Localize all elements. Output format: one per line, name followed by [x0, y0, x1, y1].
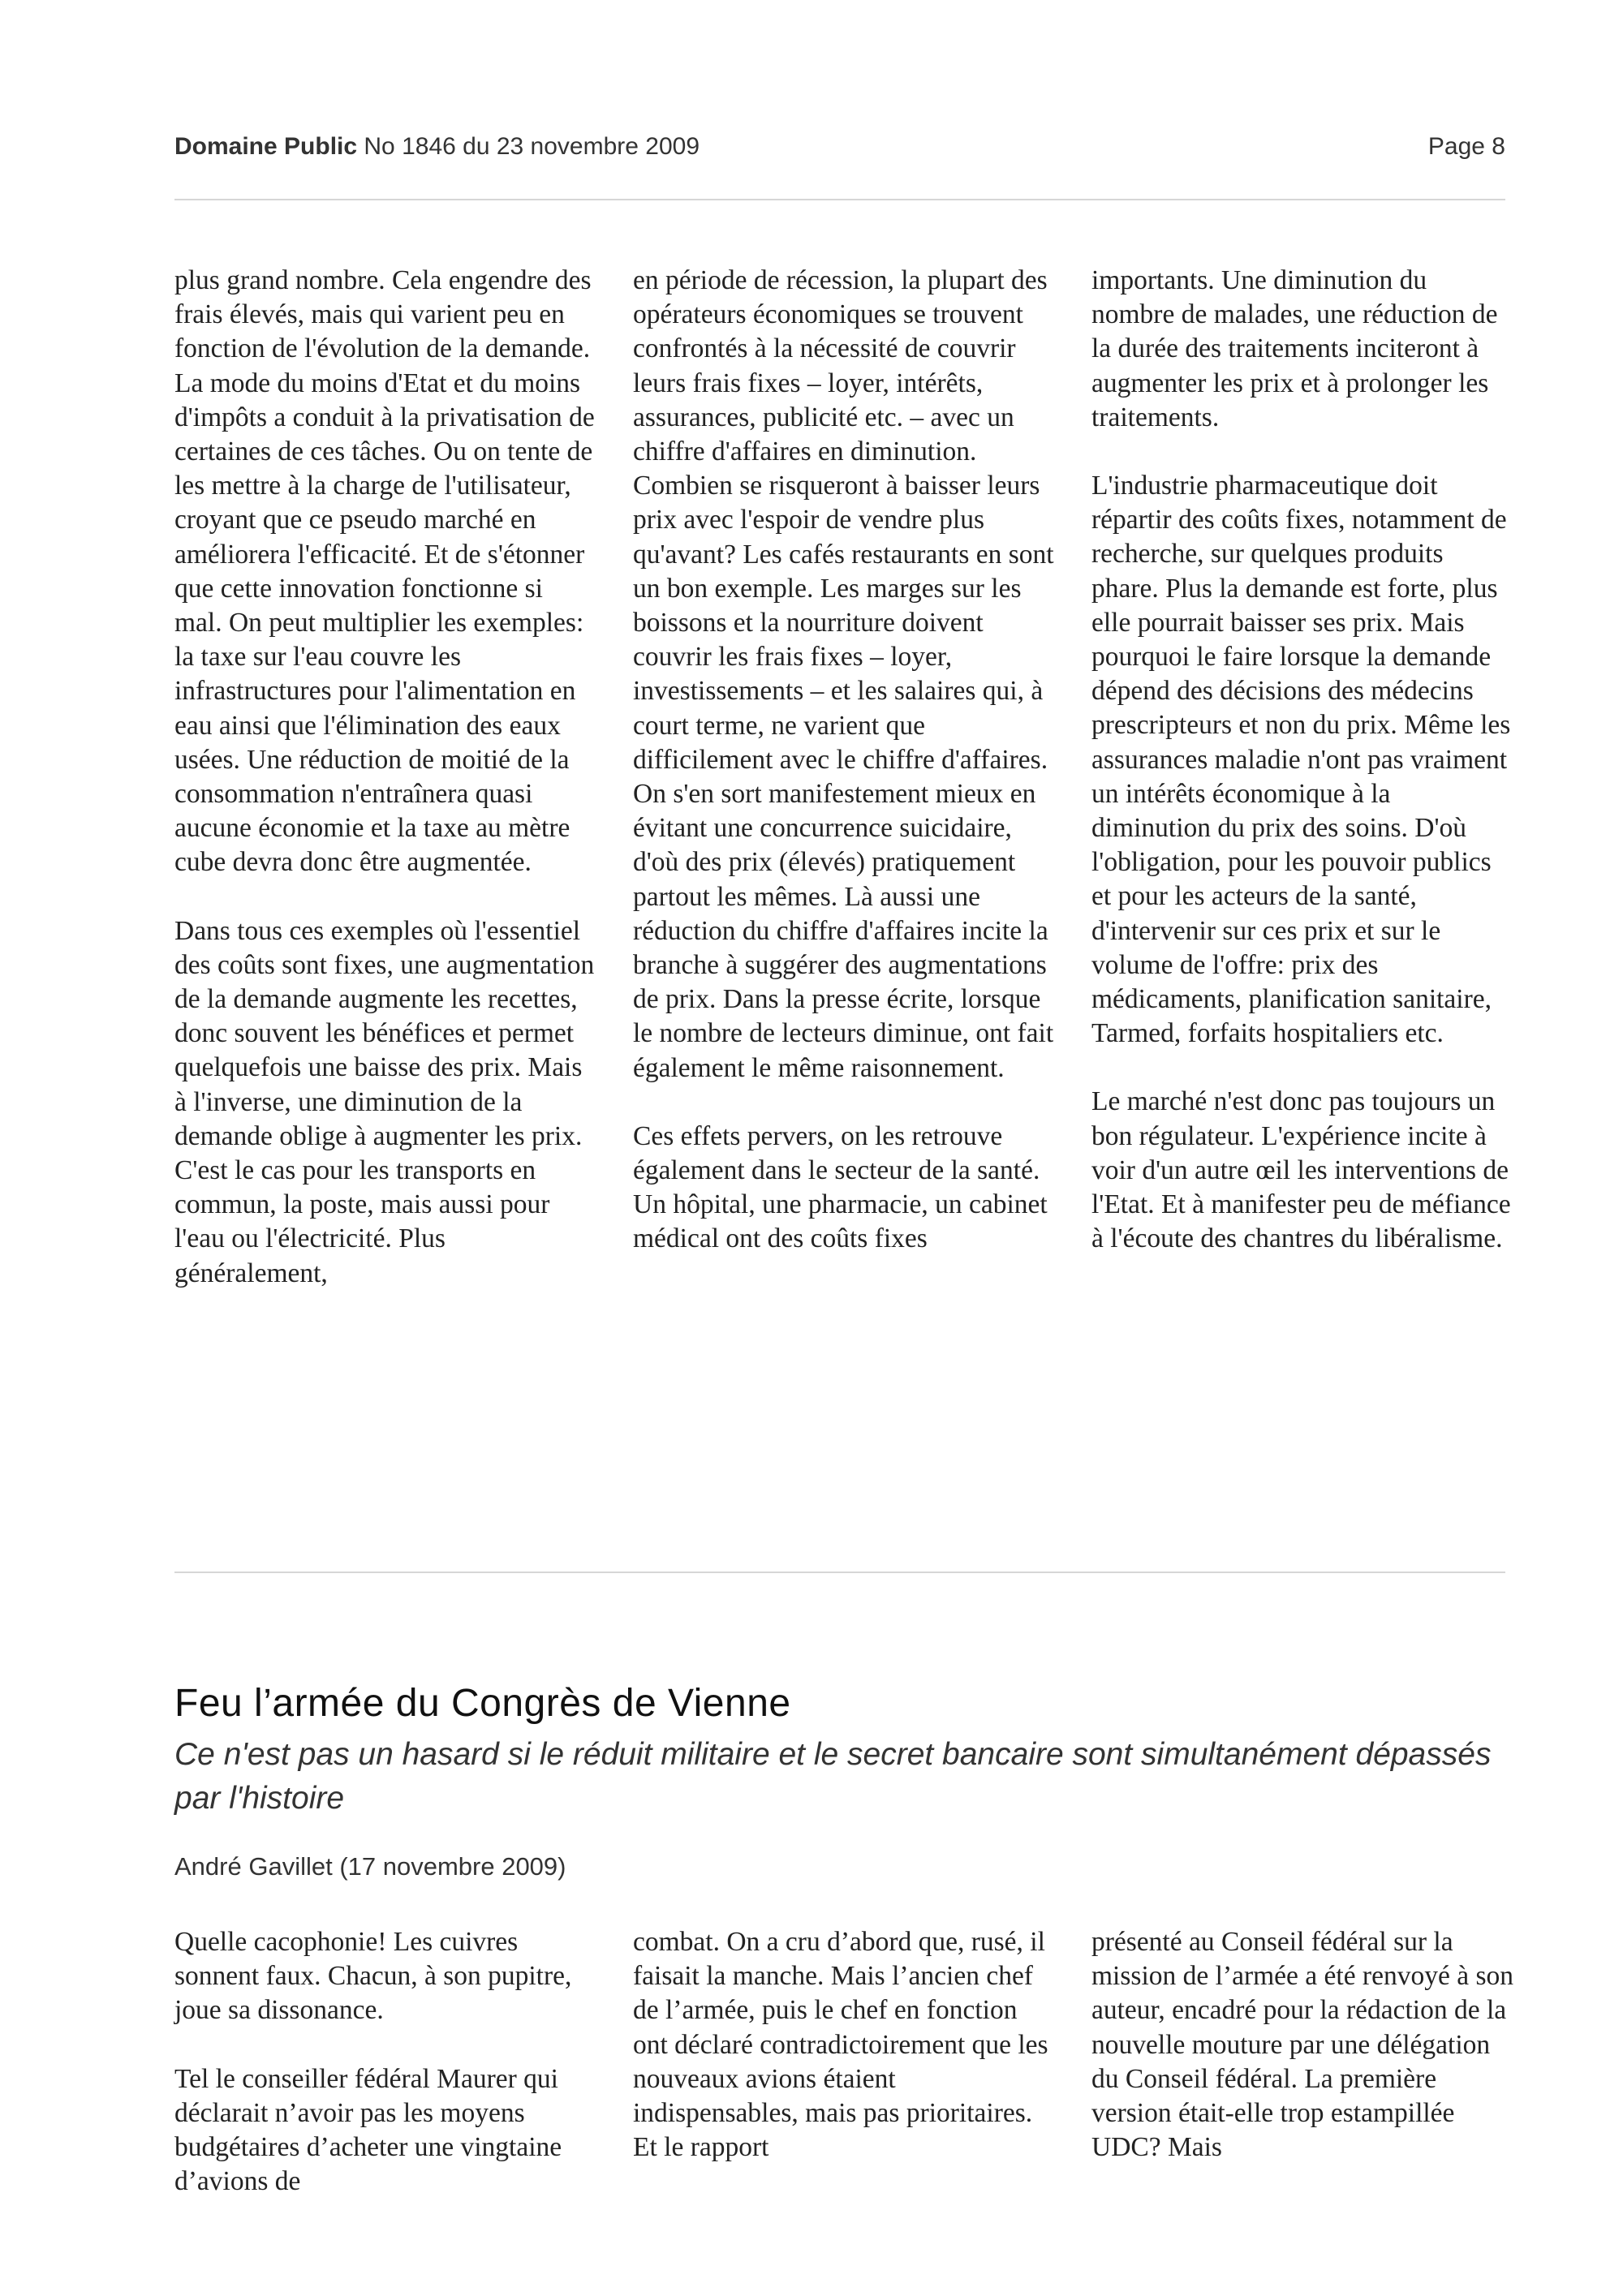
paragraph: Dans tous ces exemples où l'essentiel des coûts sont fixes, une augmentation de la demande augmente les recettes, donc souvent les bénéfices et permet quelquefois une baisse des prix. Mais à l'inverse, une diminution de la demande oblige à augmenter les prix. C'est le cas pour les transports en commun, la poste, mais aussi pour l'eau ou l'électricité. Plus généralement,	[174, 915, 595, 1288]
article-title: Feu l’armée du Congrès de Vienne	[174, 1682, 791, 1725]
article2-column-3	[1091, 1925, 1513, 2199]
paragraph: Quelle cacophonie! Les cuivres sonnent faux. Chacun, à son pupitre, joue sa dissonance.	[174, 1927, 572, 2026]
paragraph: combat. On a cru d’abord que, rusé, il faisait la manche. Mais l’ancien chef de l’armée, puis le chef en fonction ont déclaré contradictoirement que les nouveaux avions étaient indispensables, mais pas prioritaires. Et le rapport	[633, 1927, 1048, 2163]
paragraph: importants. Une diminution du nombre de malades, une réduction de la durée des traitements inciteront à augmenter les prix et à prolonger les traitements.	[1091, 265, 1498, 432]
article2-column-1	[174, 1925, 596, 2233]
paragraph: Ces effets pervers, on les retrouve également dans le secteur de la santé. Un hôpital, une pharmacie, un cabinet médical ont des coûts fixes	[633, 1120, 1048, 1254]
issue-info: No 1846 du 23 novembre 2009	[364, 133, 700, 160]
page-header	[174, 133, 1505, 166]
article1-column-3	[1091, 264, 1513, 1290]
paragraph: Le marché n'est donc pas toujours un bon régulateur. L'expérience incite à voir d'un autre œil les interventions de l'Etat. Et à manifester peu de méfiance à l'écoute des chantres du libéralisme.	[1091, 1086, 1511, 1254]
paragraph: plus grand nombre. Cela engendre des frais élevés, mais qui varient peu en fonction de l'évolution de la demande. La mode du moins d'Etat et du moins d'impôts a conduit à la privatisation de certaines de ces tâches. Ou on tente de les mettre à la charge de l'utilisateur, croyant que ce pseudo marché en améliorera l'efficacité. Et de s'étonner que cette innovation fonctionne si mal. On peut multiplier les exemples: la taxe sur l'eau couvre les infrastructures pour l'alimentation en eau ainsi que l'élimination des eaux usées. Une réduction de moitié de la consommation n'entraînera quasi aucune économie et la taxe au mètre cube devra donc être augmentée.	[174, 265, 595, 878]
publication-name: Domaine Public	[174, 133, 358, 160]
article-subtitle: Ce n'est pas un hasard si le réduit militaire et le secret bancaire sont simultanément dépassés par l'histoire	[174, 1737, 1492, 1816]
article2-column-2	[633, 1925, 1055, 2199]
paragraph: en période de récession, la plupart des opérateurs économiques se trouvent confrontés à la nécessité de couvrir leurs frais fixes – loyer, intérêts, assurances, publicité etc. – avec un chiffre d'affaires en diminution. Combien se risqueront à baisser leurs prix avec l'espoir de vendre plus qu'avant? Les cafés restaurants en sont un bon exemple. Les marges sur les boissons et la nourriture doivent couvrir les frais fixes – loyer, investissements – et les salaires qui, à court terme, ne varient que difficilement avec le chiffre d'affaires. On s'en sort manifestement mieux en évitant une concurrence suicidaire, d'où des prix (élevés) pratiquement partout les mêmes. Là aussi une réduction du chiffre d'affaires incite la branche à suggérer des augmentations de prix. Dans la presse écrite, lorsque le nombre de lecteurs diminue, ont fait également le même raisonnement.	[633, 265, 1054, 1083]
article-divider	[174, 1572, 1505, 1573]
article1-column-2	[633, 264, 1055, 1291]
article1-column-1	[174, 264, 596, 1325]
paragraph: Tel le conseiller fédéral Maurer qui déclarait n’avoir pas les moyens budgétaires d’acheter une vingtaine d’avions de	[174, 2063, 562, 2197]
paragraph: présenté au Conseil fédéral sur la mission de l’armée a été renvoyé à son auteur, encadré pour la rédaction de la nouvelle mouture par une délégation du Conseil fédéral. La première version était-elle trop estampillée UDC? Mais	[1091, 1927, 1513, 2163]
article-byline: André Gavillet (17 novembre 2009)	[174, 1852, 566, 1881]
page-number: Page 8	[1427, 133, 1505, 160]
header-divider	[174, 199, 1505, 200]
paragraph: L'industrie pharmaceutique doit répartir des coûts fixes, notamment de recherche, sur quelques produits phare. Plus la demande est forte, plus elle pourrait baisser ses prix. Mais pourquoi le faire lorsque la demande dépend des décisions des médecins prescripteurs et non du prix. Même les assurances maladie n'ont pas vraiment un intérêts économique à la diminution du prix des soins. D'où l'obligation, pour les pouvoir publics et pour les acteurs de la santé, d'intervenir sur ces prix et sur le volume de l'offre: prix des médicaments, planification sanitaire, Tarmed, forfaits hospitaliers etc.	[1091, 471, 1511, 1049]
